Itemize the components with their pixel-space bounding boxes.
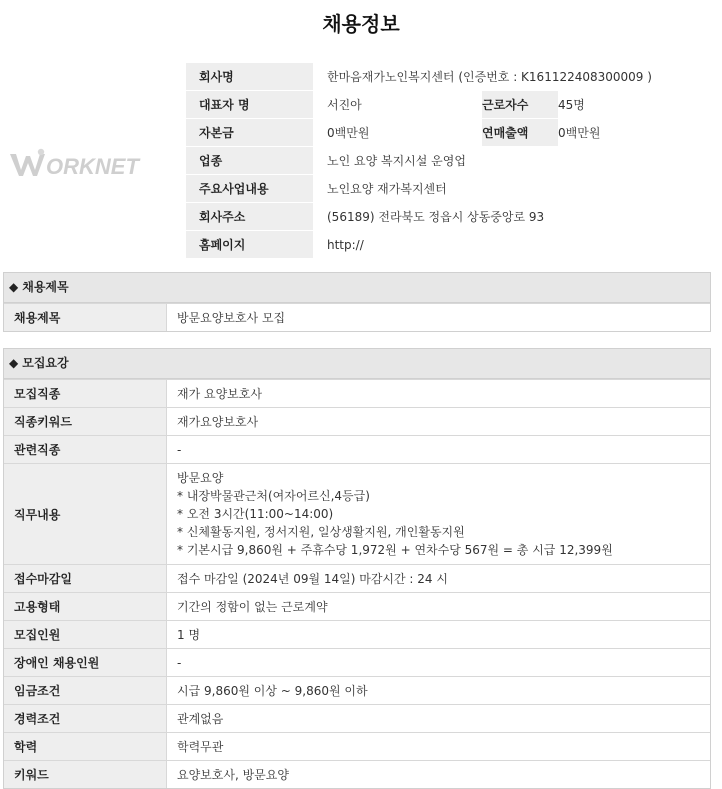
req-value: 1 명 [177, 628, 201, 642]
capital-label: 자본금 [186, 119, 313, 147]
req-row-disabled-hiring [4, 648, 710, 676]
ceo-label: 대표자 명 [186, 91, 313, 119]
req-label: 모집인원 [4, 621, 167, 648]
req-label: 임금조건 [4, 677, 167, 704]
duties-value [167, 464, 710, 564]
industry-label: 업종 [186, 147, 313, 175]
req-label: 학력 [4, 733, 167, 760]
req-row-headcount [4, 620, 710, 648]
duties-line: * 기본시급 9,860원 + 주휴수당 1,972원 + 연차수당 567원 = 총 시급 12,399원 [177, 543, 613, 557]
requirements-section-title: 모집요강 [22, 356, 69, 370]
req-row-employment-type [4, 592, 710, 620]
worknet-logo [8, 146, 158, 180]
req-row-duties [4, 463, 710, 564]
req-label: 키워드 [4, 761, 167, 788]
company-name-label: 회사명 [186, 63, 313, 91]
diamond-icon: ◆ [9, 356, 19, 370]
capital-value: 0백만원 [313, 119, 482, 147]
req-label: 모집직종 [4, 380, 167, 407]
diamond-icon: ◆ [9, 280, 19, 294]
company-info-table [186, 63, 714, 258]
logo-text: ORKNET [46, 154, 139, 179]
employees-label: 근로자수 [482, 91, 558, 119]
req-value: 학력무관 [177, 740, 224, 754]
requirements-section-header [4, 349, 710, 379]
address-label: 회사주소 [186, 203, 313, 231]
company-name-value: 한마음재가노인복지센터 (인증번호 : K161122408300009 ) [327, 70, 652, 84]
req-value: 접수 마감일 (2024년 09월 14일) 마감시간 : 24 시 [177, 572, 448, 586]
job-title-label: 채용제목 [4, 304, 167, 331]
sales-value: 0백만원 [558, 119, 714, 147]
duties-line: * 신체활동지원, 정서지원, 일상생활지원, 개인활동지원 [177, 525, 465, 539]
req-row-keyword-occupation [4, 407, 710, 435]
req-value: 재가요양보호사 [177, 415, 259, 429]
req-label: 관련직종 [4, 436, 167, 463]
employees-value: 45명 [558, 91, 714, 119]
req-label: 고용형태 [4, 593, 167, 620]
homepage-link[interactable]: http:// [313, 231, 714, 259]
req-row-deadline [4, 564, 710, 592]
req-label: 장애인 채용인원 [4, 649, 167, 676]
job-title-value: 방문요양보호사 모집 [177, 311, 286, 325]
requirements-section [3, 348, 711, 789]
req-label: 직종키워드 [4, 408, 167, 435]
req-label: 직무내용 [4, 464, 167, 564]
address-value: (56189) 전라북도 정읍시 상동중앙로 93 [313, 203, 714, 231]
duties-line: 방문요양 [177, 471, 224, 485]
req-label: 접수마감일 [4, 565, 167, 592]
req-value: - [177, 655, 182, 670]
duties-line: * 내장박물관근처(여자어르신,4등급) [177, 489, 370, 503]
req-value: 기간의 정함이 없는 근로계약 [177, 600, 328, 614]
req-row-keywords [4, 760, 710, 788]
req-row-related [4, 435, 710, 463]
job-title-section [3, 272, 711, 332]
req-value: 요양보호사, 방문요양 [177, 768, 289, 782]
business-value: 노인요양 재가복지센터 [313, 175, 714, 203]
page-title: 채용정보 [322, 12, 400, 36]
req-row-occupation [4, 379, 710, 407]
job-title-row [4, 303, 710, 331]
req-row-education [4, 732, 710, 760]
duties-line: * 오전 3시간(11:00~14:00) [177, 507, 334, 521]
req-value: 시급 9,860원 이상 ~ 9,860원 이하 [177, 684, 368, 698]
job-title-section-header [4, 273, 710, 303]
ceo-value: 서진아 [313, 91, 482, 119]
req-value: 관계없음 [177, 712, 224, 726]
req-value: - [177, 442, 182, 457]
sales-label: 연매출액 [482, 119, 558, 147]
business-label: 주요사업내용 [186, 175, 313, 203]
industry-value: 노인 요양 복지시설 운영업 [313, 147, 714, 175]
req-value: 재가 요양보호사 [177, 387, 262, 401]
homepage-label: 홈페이지 [186, 231, 313, 259]
req-label: 경력조건 [4, 705, 167, 732]
req-row-wage [4, 676, 710, 704]
job-title-section-title: 채용제목 [22, 280, 69, 294]
req-row-career [4, 704, 710, 732]
